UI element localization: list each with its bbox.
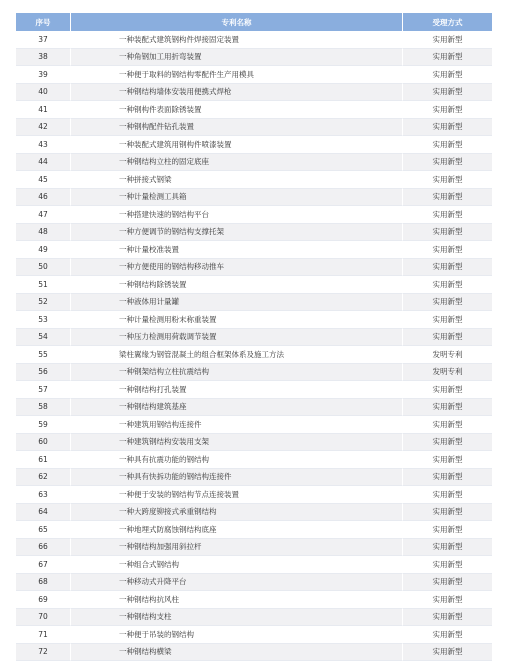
table-row [16, 451, 492, 469]
table-row [16, 486, 492, 504]
table-row [16, 66, 492, 84]
row-number: 70 [16, 609, 71, 627]
application-type: 实用新型 [403, 31, 492, 49]
table-row [16, 31, 492, 49]
application-type: 发明专利 [403, 346, 492, 364]
application-type: 实用新型 [403, 556, 492, 574]
row-number: 50 [16, 259, 71, 277]
table-header [16, 13, 492, 31]
application-type: 实用新型 [403, 451, 492, 469]
table-row [16, 469, 492, 487]
row-number: 58 [16, 399, 71, 417]
application-type: 实用新型 [403, 66, 492, 84]
application-type: 实用新型 [403, 136, 492, 154]
application-type: 发明专利 [403, 364, 492, 382]
table-row [16, 241, 492, 259]
patent-name: 一种计量检测工具箱 [71, 189, 403, 207]
patent-name: 一种压力检测用荷载调节装置 [71, 329, 403, 347]
table-row [16, 609, 492, 627]
row-number: 52 [16, 294, 71, 312]
patent-name: 一种角钢加工用折弯装置 [71, 49, 403, 67]
row-number: 67 [16, 556, 71, 574]
table-row [16, 416, 492, 434]
table-row [16, 119, 492, 137]
header-number: 序号 [16, 13, 71, 31]
application-type: 实用新型 [403, 84, 492, 102]
table-row [16, 591, 492, 609]
row-number: 53 [16, 311, 71, 329]
row-number: 37 [16, 31, 71, 49]
row-number: 43 [16, 136, 71, 154]
patent-name: 一种钢构配件钻孔装置 [71, 119, 403, 137]
table-row [16, 381, 492, 399]
application-type: 实用新型 [403, 399, 492, 417]
table-row [16, 626, 492, 644]
application-type: 实用新型 [403, 276, 492, 294]
patent-name: 一种搭建快速的钢结构平台 [71, 206, 403, 224]
patent-name: 一种便于安装的钢结构节点连接装置 [71, 486, 403, 504]
table-row [16, 259, 492, 277]
patent-name: 一种装配式建筑用钢构件喷漆装置 [71, 136, 403, 154]
patent-name: 一种建筑钢结构安装用支架 [71, 434, 403, 452]
patent-name: 一种方便使用的钢结构移动推车 [71, 259, 403, 277]
patent-name: 一种组合式钢结构 [71, 556, 403, 574]
patent-name: 一种钢结构横梁 [71, 644, 403, 661]
table-row [16, 399, 492, 417]
row-number: 60 [16, 434, 71, 452]
table-row [16, 556, 492, 574]
row-number: 69 [16, 591, 71, 609]
patent-name: 一种计量检测用粉末称重装置 [71, 311, 403, 329]
table-row [16, 49, 492, 67]
row-number: 51 [16, 276, 71, 294]
application-type: 实用新型 [403, 504, 492, 522]
application-type: 实用新型 [403, 259, 492, 277]
application-type: 实用新型 [403, 49, 492, 67]
patent-name: 一种方便调节的钢结构支撑托架 [71, 224, 403, 242]
patent-name: 一种具有快拆功能的钢结构连接件 [71, 469, 403, 487]
application-type: 实用新型 [403, 206, 492, 224]
application-type: 实用新型 [403, 486, 492, 504]
table-row [16, 539, 492, 557]
application-type: 实用新型 [403, 591, 492, 609]
patent-name: 一种具有抗震功能的钢结构 [71, 451, 403, 469]
row-number: 68 [16, 574, 71, 592]
row-number: 38 [16, 49, 71, 67]
table-row [16, 154, 492, 172]
row-number: 59 [16, 416, 71, 434]
patent-name: 一种钢结构打孔装置 [71, 381, 403, 399]
application-type: 实用新型 [403, 626, 492, 644]
application-type: 实用新型 [403, 154, 492, 172]
row-number: 65 [16, 521, 71, 539]
application-type: 实用新型 [403, 101, 492, 119]
table-row [16, 346, 492, 364]
table-row [16, 311, 492, 329]
patent-name: 一种钢结构墙体安装用便携式焊枪 [71, 84, 403, 102]
table-row [16, 521, 492, 539]
table-row [16, 504, 492, 522]
application-type: 实用新型 [403, 434, 492, 452]
table-row [16, 189, 492, 207]
patent-name: 一种钢结构支柱 [71, 609, 403, 627]
row-number: 63 [16, 486, 71, 504]
application-type: 实用新型 [403, 644, 492, 661]
table-row [16, 101, 492, 119]
row-number: 42 [16, 119, 71, 137]
row-number: 48 [16, 224, 71, 242]
patent-name: 一种便于取料的钢结构零配件生产用模具 [71, 66, 403, 84]
application-type: 实用新型 [403, 521, 492, 539]
row-number: 57 [16, 381, 71, 399]
row-number: 41 [16, 101, 71, 119]
header-application-type: 受理方式 [403, 13, 492, 31]
application-type: 实用新型 [403, 416, 492, 434]
table-row [16, 644, 492, 661]
patent-name: 一种钢架结构立柱抗震结构 [71, 364, 403, 382]
patent-name: 一种装配式建筑钢构件焊接固定装置 [71, 31, 403, 49]
patent-name: 一种地埋式防腐蚀钢结构底座 [71, 521, 403, 539]
application-type: 实用新型 [403, 294, 492, 312]
row-number: 54 [16, 329, 71, 347]
table-row [16, 434, 492, 452]
table-row [16, 294, 492, 312]
patent-name: 一种便于吊装的钢结构 [71, 626, 403, 644]
row-number: 55 [16, 346, 71, 364]
header-row [16, 13, 492, 31]
patent-name: 一种大跨度铆接式承重钢结构 [71, 504, 403, 522]
table-row [16, 171, 492, 189]
patent-name: 一种移动式升降平台 [71, 574, 403, 592]
row-number: 39 [16, 66, 71, 84]
row-number: 40 [16, 84, 71, 102]
table-row [16, 84, 492, 102]
row-number: 49 [16, 241, 71, 259]
row-number: 56 [16, 364, 71, 382]
application-type: 实用新型 [403, 311, 492, 329]
application-type: 实用新型 [403, 189, 492, 207]
row-number: 45 [16, 171, 71, 189]
table-row [16, 224, 492, 242]
patent-name: 一种钢结构立柱的固定底座 [71, 154, 403, 172]
row-number: 46 [16, 189, 71, 207]
application-type: 实用新型 [403, 574, 492, 592]
patent-name: 一种钢结构建筑基座 [71, 399, 403, 417]
patent-name: 梁柱翼缘为钢管混凝土的组合框架体系及施工方法 [71, 346, 403, 364]
row-number: 61 [16, 451, 71, 469]
table-row [16, 276, 492, 294]
patent-name: 一种建筑用钢结构连接件 [71, 416, 403, 434]
patent-name: 一种钢构件表面除锈装置 [71, 101, 403, 119]
row-number: 71 [16, 626, 71, 644]
patent-name: 一种液体用计量罐 [71, 294, 403, 312]
row-number: 64 [16, 504, 71, 522]
table-row [16, 364, 492, 382]
patent-table [16, 13, 492, 661]
row-number: 47 [16, 206, 71, 224]
table-row [16, 574, 492, 592]
header-patent-name: 专利名称 [71, 13, 403, 31]
table-row [16, 329, 492, 347]
application-type: 实用新型 [403, 381, 492, 399]
application-type: 实用新型 [403, 539, 492, 557]
application-type: 实用新型 [403, 241, 492, 259]
row-number: 72 [16, 644, 71, 661]
patent-name: 一种钢结构除锈装置 [71, 276, 403, 294]
table-body [16, 31, 492, 661]
patent-name: 一种计量校准装置 [71, 241, 403, 259]
application-type: 实用新型 [403, 171, 492, 189]
patent-name: 一种钢结构抗风柱 [71, 591, 403, 609]
table-row [16, 206, 492, 224]
row-number: 66 [16, 539, 71, 557]
row-number: 44 [16, 154, 71, 172]
patent-name: 一种钢结构加强用斜拉杆 [71, 539, 403, 557]
application-type: 实用新型 [403, 609, 492, 627]
table-row [16, 136, 492, 154]
application-type: 实用新型 [403, 119, 492, 137]
row-number: 62 [16, 469, 71, 487]
patent-name: 一种拼接式钢梁 [71, 171, 403, 189]
application-type: 实用新型 [403, 469, 492, 487]
application-type: 实用新型 [403, 329, 492, 347]
application-type: 实用新型 [403, 224, 492, 242]
